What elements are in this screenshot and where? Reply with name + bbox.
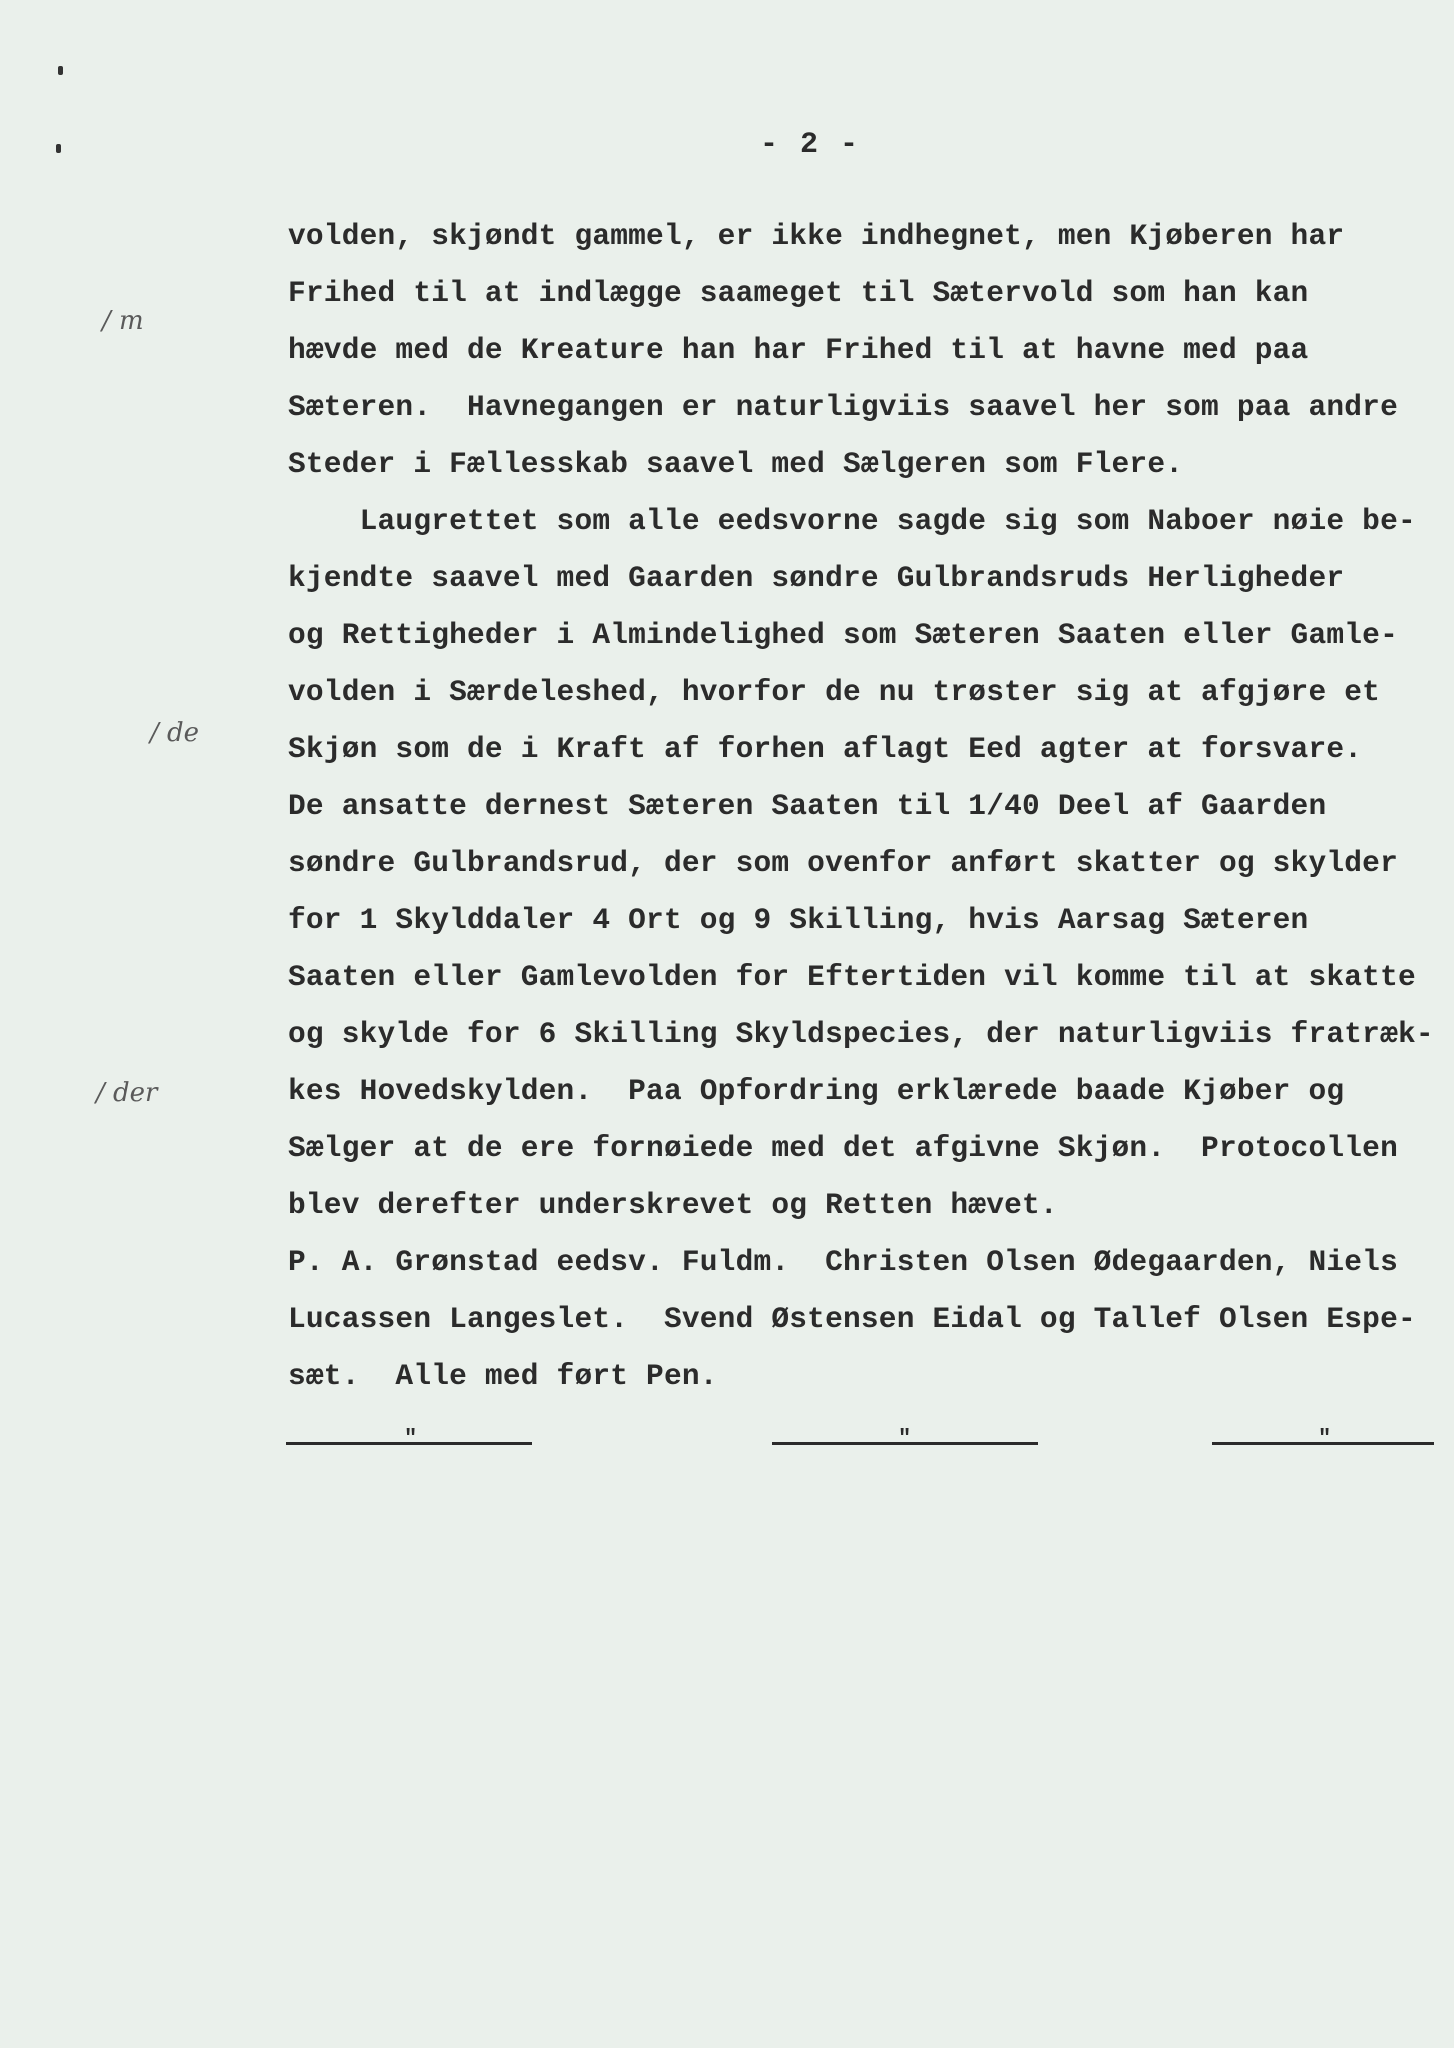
text-line: De ansatte dernest Sæteren Saaten til 1/40 Deel af Gaarden [288, 789, 1327, 823]
text-line: kes Hovedskylden. Paa Opfordring erklærede baade Kjøber og [288, 1074, 1345, 1108]
ditto-mark: " [1318, 1426, 1332, 1451]
text-line: Lucassen Langeslet. Svend Østensen Eidal og Tallef Olsen Espe- [288, 1302, 1416, 1336]
text-line: Steder i Fællesskab saavel med Sælgeren som Flere. [288, 447, 1184, 481]
text-line: Sæteren. Havnegangen er naturligviis saavel her som paa andre [288, 390, 1398, 424]
text-line: volden i Særdeleshed, hvorfor de nu trøster sig at afgjøre et [288, 675, 1381, 709]
margin-note: / m [102, 306, 144, 336]
page-number: - 2 - [760, 128, 861, 162]
text-line: Saaten eller Gamlevolden for Eftertiden vil komme til at skatte [288, 960, 1416, 994]
text-line: Frihed til at indlægge saameget til Sætervold som han kan [288, 276, 1309, 310]
text-line: Sælger at de ere fornøiede med det afgivne Skjøn. Protocollen [288, 1131, 1398, 1165]
body-text [288, 208, 1434, 1405]
margin-note: / de [150, 718, 200, 748]
text-line: Laugrettet som alle eedsvorne sagde sig som Naboer nøie be- [288, 504, 1416, 538]
text-line: søndre Gulbrandsrud, der som ovenfor anført skatter og skylder [288, 846, 1398, 880]
text-line: for 1 Skylddaler 4 Ort og 9 Skilling, hvis Aarsag Sæteren [288, 903, 1309, 937]
text-line: hævde med de Kreature han har Frihed til at havne med paa [288, 333, 1309, 367]
left-edge-mark [58, 66, 63, 75]
margin-note: / der [96, 1078, 158, 1108]
text-line: sæt. Alle med ført Pen. [288, 1359, 718, 1393]
text-line: og Rettigheder i Almindelighed som Sæteren Saaten eller Gamle- [288, 618, 1398, 652]
text-line: volden, skjøndt gammel, er ikke indhegnet, men Kjøberen har [288, 219, 1345, 253]
left-edge-mark [56, 144, 61, 153]
text-line: P. A. Grønstad eedsv. Fuldm. Christen Olsen Ødegaarden, Niels [288, 1245, 1398, 1279]
text-line: kjendte saavel med Gaarden søndre Gulbrandsruds Herligheder [288, 561, 1345, 595]
ditto-mark: " [898, 1426, 912, 1451]
text-line: og skylde for 6 Skilling Skyldspecies, der naturligviis fratræk- [288, 1017, 1434, 1051]
text-line: Skjøn som de i Kraft af forhen aflagt Eed agter at forsvare. [288, 732, 1363, 766]
ditto-mark: " [404, 1426, 418, 1451]
text-line: blev derefter underskrevet og Retten hævet. [288, 1188, 1058, 1222]
